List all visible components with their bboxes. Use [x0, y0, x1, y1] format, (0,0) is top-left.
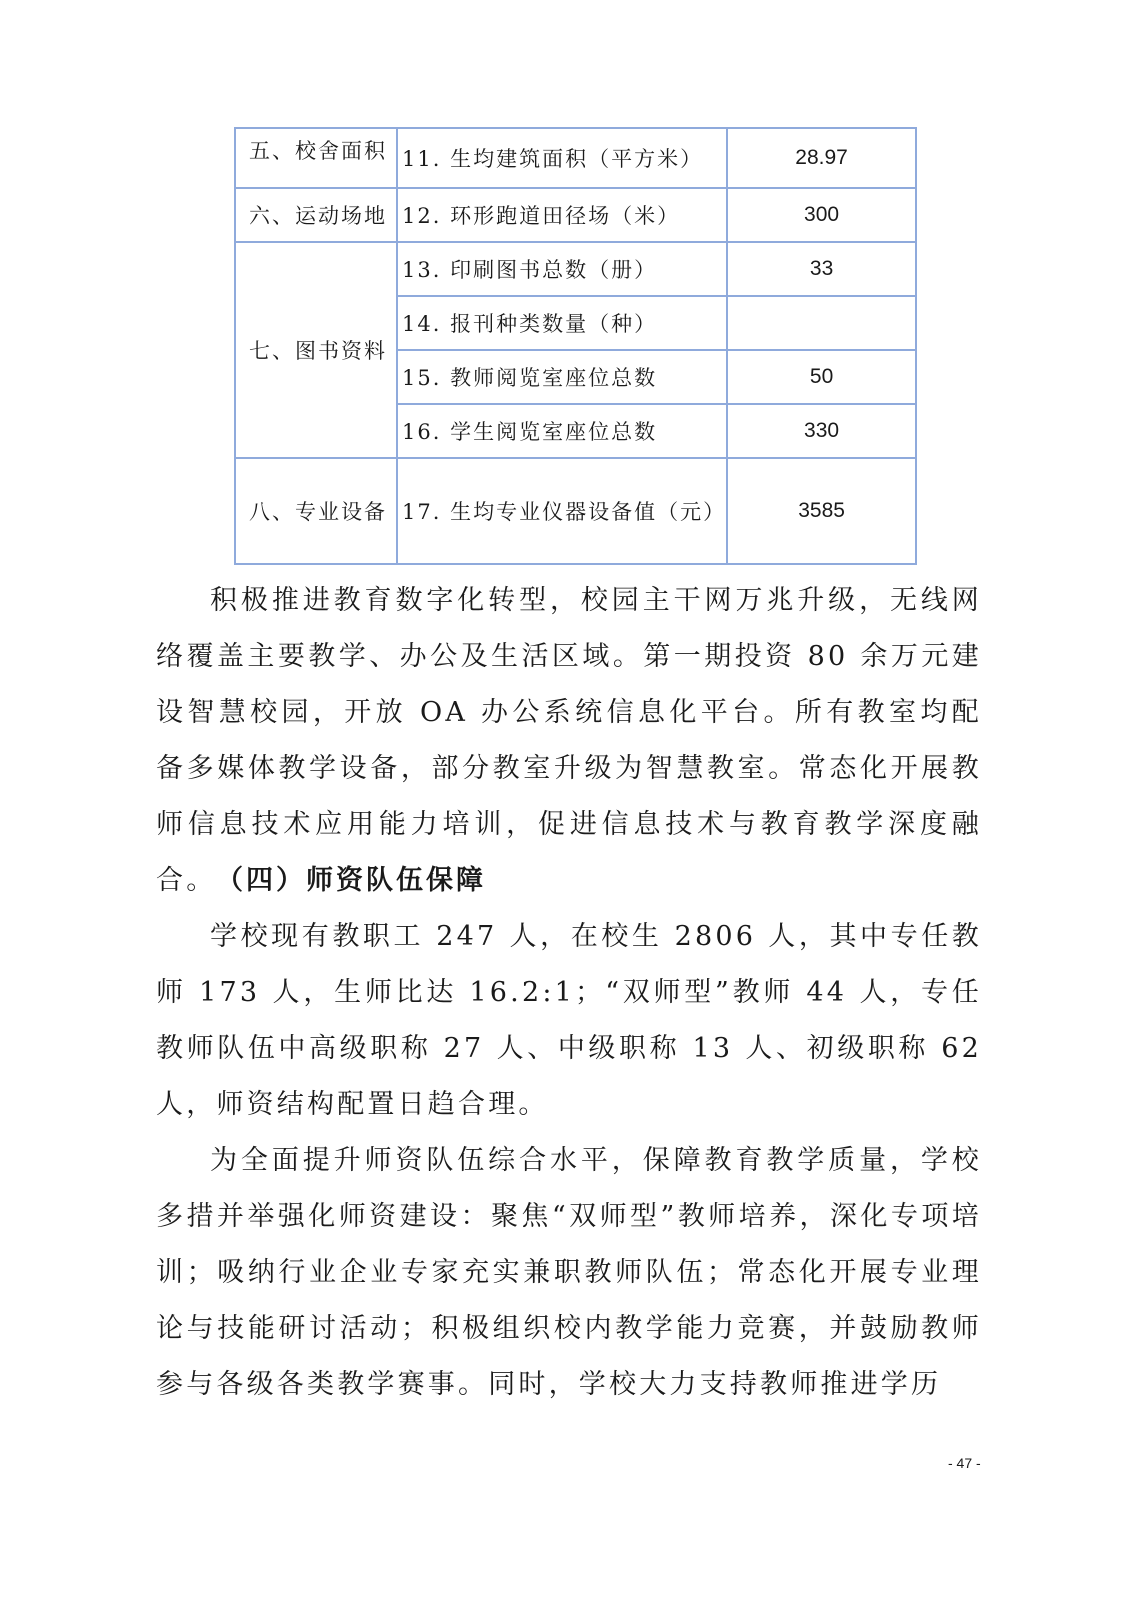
- facility-table: [234, 127, 917, 565]
- item-cell: 16. 学生阅览室座位总数: [397, 404, 727, 458]
- table-row: [235, 242, 916, 296]
- table-row: [235, 458, 916, 564]
- item-cell: 15. 教师阅览室座位总数: [397, 350, 727, 404]
- item-cell: 14. 报刊种类数量（种）: [397, 296, 727, 350]
- value-cell: [727, 296, 916, 350]
- paragraph-faculty-development: 为全面提升师资队伍综合水平，保障教育教学质量，学校多措并举强化师资建设：聚焦“双师型”教师培养，深化专项培训；吸纳行业企业专家充实兼职教师队伍；常态化开展专业理论与技能研讨活动；积极组织校内教学能力竞赛，并鼓励教师参与各级各类教学赛事。同时，学校大力支持教师推进学历: [156, 1145, 982, 1400]
- item-cell: 17. 生均专业仪器设备值（元）: [397, 458, 727, 564]
- category-cell: 六、运动场地: [235, 188, 397, 242]
- value-cell: 300: [727, 188, 916, 242]
- paragraph-digital-transformation: 积极推进教育数字化转型，校园主干网万兆升级，无线网络覆盖主要教学、办公及生活区域。第一期投资 80 余万元建设智慧校园，开放 OA 办公系统信息化平台。所有教室均配备多媒体教学设备，部分教室升级为智慧教室。常态化开展教师信息技术应用能力培训，促进信息技术与教育教学深度融合。: [156, 585, 982, 896]
- table-row: [235, 128, 916, 188]
- section-heading-faculty: （四）师资队伍保障: [216, 865, 486, 896]
- value-cell: 33: [727, 242, 916, 296]
- value-cell: 3585: [727, 458, 916, 564]
- value-cell: 50: [727, 350, 916, 404]
- category-cell: 七、图书资料: [235, 242, 397, 458]
- category-cell: 五、校舍面积: [235, 128, 397, 188]
- page-number: - 47 -: [948, 1455, 981, 1471]
- item-cell: 13. 印刷图书总数（册）: [397, 242, 727, 296]
- value-cell: 28.97: [727, 128, 916, 188]
- item-cell: 12. 环形跑道田径场（米）: [397, 188, 727, 242]
- value-cell: 330: [727, 404, 916, 458]
- item-cell: 11. 生均建筑面积（平方米）: [397, 128, 727, 188]
- category-cell: 八、专业设备: [235, 458, 397, 564]
- table-row: [235, 188, 916, 242]
- facility-table-container: [234, 127, 917, 565]
- paragraph-faculty-stats: 学校现有教职工 247 人，在校生 2806 人，其中专任教师 173 人，生师比达 16.2:1；“双师型”教师 44 人，专任教师队伍中高级职称 27 人、中级职称 13 人、初级职称 62 人，师资结构配置日趋合理。: [156, 921, 982, 1120]
